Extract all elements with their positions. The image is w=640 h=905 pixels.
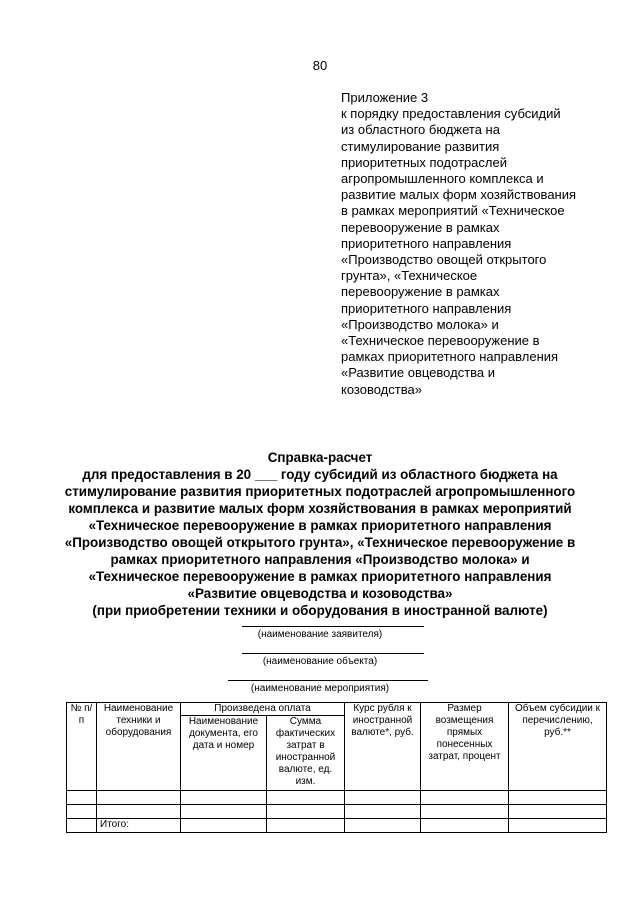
total-label: Итого:	[97, 819, 181, 833]
table-cell	[345, 805, 421, 819]
applicant-caption: (наименование заявителя)	[257, 629, 383, 640]
object-fill-line	[242, 653, 424, 654]
subsidy-table	[66, 702, 607, 833]
appendix-line: в рамках мероприятий «Техническое	[341, 203, 565, 219]
table-cell	[181, 791, 267, 805]
table-cell	[267, 791, 345, 805]
appendix-line: приоритетного направления	[341, 300, 512, 316]
appendix-line: приоритетных подотраслей	[341, 154, 507, 170]
document-title	[0, 449, 640, 619]
event-fill-line	[228, 680, 428, 681]
table-row	[67, 791, 607, 805]
appendix-line: перевооружение в рамках	[341, 284, 500, 300]
title-line: «Техническое перевооружение в рамках приоритетного направления	[88, 518, 552, 533]
appendix-line: «Развитие овцеводства и	[341, 365, 496, 381]
header-sum: Сумма фактических затрат в иностранной валюте, ед. изм.	[267, 716, 345, 791]
header-reimbursement: Размер возмещения прямых понесенных затрат, процент	[421, 703, 509, 791]
table-cell	[345, 791, 421, 805]
title-line: (при приобретении техники и оборудования в иностранной валюте)	[92, 603, 548, 618]
title-line: комплекса и развитие малых форм хозяйствования в рамках мероприятий	[68, 501, 572, 516]
appendix-line: грунта», «Техническое	[341, 268, 478, 284]
page-number: 80	[312, 58, 328, 73]
title-line: «Техническое перевооружение в рамках приоритетного направления	[88, 569, 552, 584]
table-row	[67, 805, 607, 819]
appendix-line: агропромышленного комплекса и	[341, 171, 544, 187]
appendix-line: к порядку предоставления субсидий	[341, 106, 561, 122]
appendix-line: стимулирование развития	[341, 138, 500, 154]
header-subsidy: Объем субсидии к перечислению, руб.**	[509, 703, 607, 791]
table-header-row	[67, 703, 607, 716]
table-cell	[181, 805, 267, 819]
header-num: № п/п	[67, 703, 97, 791]
appendix-header	[341, 90, 601, 398]
table-cell	[509, 819, 607, 833]
table-cell	[421, 791, 509, 805]
event-caption: (наименование мероприятия)	[250, 683, 390, 694]
table-total-row	[67, 819, 607, 833]
table-cell	[97, 791, 181, 805]
header-document: Наименование документа, его дата и номер	[181, 716, 267, 791]
appendix-line: «Производство овощей открытого	[341, 252, 547, 268]
table-cell	[421, 805, 509, 819]
appendix-line: козоводства»	[341, 381, 422, 397]
appendix-line: из областного бюджета на	[341, 122, 500, 138]
appendix-line: рамках приоритетного направления	[341, 349, 559, 365]
appendix-line: Приложение 3	[341, 90, 429, 105]
table-cell	[67, 819, 97, 833]
header-name: Наименование техники и оборудования	[97, 703, 181, 791]
table-cell	[509, 805, 607, 819]
appendix-line: развитие малых форм хозяйствования	[341, 187, 577, 203]
applicant-fill-line	[242, 626, 424, 627]
table-cell	[421, 819, 509, 833]
title-line: для предоставления в 20 ___ году субсидий из областного бюджета на	[82, 467, 558, 482]
table-cell	[267, 819, 345, 833]
appendix-line: «Техническое перевооружение в	[341, 333, 540, 349]
title-line: «Производство овощей открытого грунта», «Техническое перевооружение в	[64, 535, 576, 550]
table-cell	[509, 791, 607, 805]
table-cell	[97, 805, 181, 819]
table-cell	[345, 819, 421, 833]
title-line: стимулирование развития приоритетных подотраслей агропромышленного	[64, 484, 576, 499]
table-cell	[67, 791, 97, 805]
title-line: рамках приоритетного направления «Производство молока» и	[110, 552, 530, 567]
header-paid: Произведена оплата	[181, 703, 345, 716]
title-line: «Развитие овцеводства и козоводства»	[187, 586, 453, 601]
table-cell	[181, 819, 267, 833]
table-cell	[267, 805, 345, 819]
appendix-line: приоритетного направления	[341, 235, 512, 251]
object-caption: (наименование объекта)	[262, 656, 378, 667]
header-rate: Курс рубля к иностранной валюте*, руб.	[345, 703, 421, 791]
appendix-line: перевооружение в рамках	[341, 219, 500, 235]
title-line: Справка-расчет	[267, 450, 373, 465]
table-cell	[67, 805, 97, 819]
appendix-line: «Производство молока» и	[341, 316, 499, 332]
